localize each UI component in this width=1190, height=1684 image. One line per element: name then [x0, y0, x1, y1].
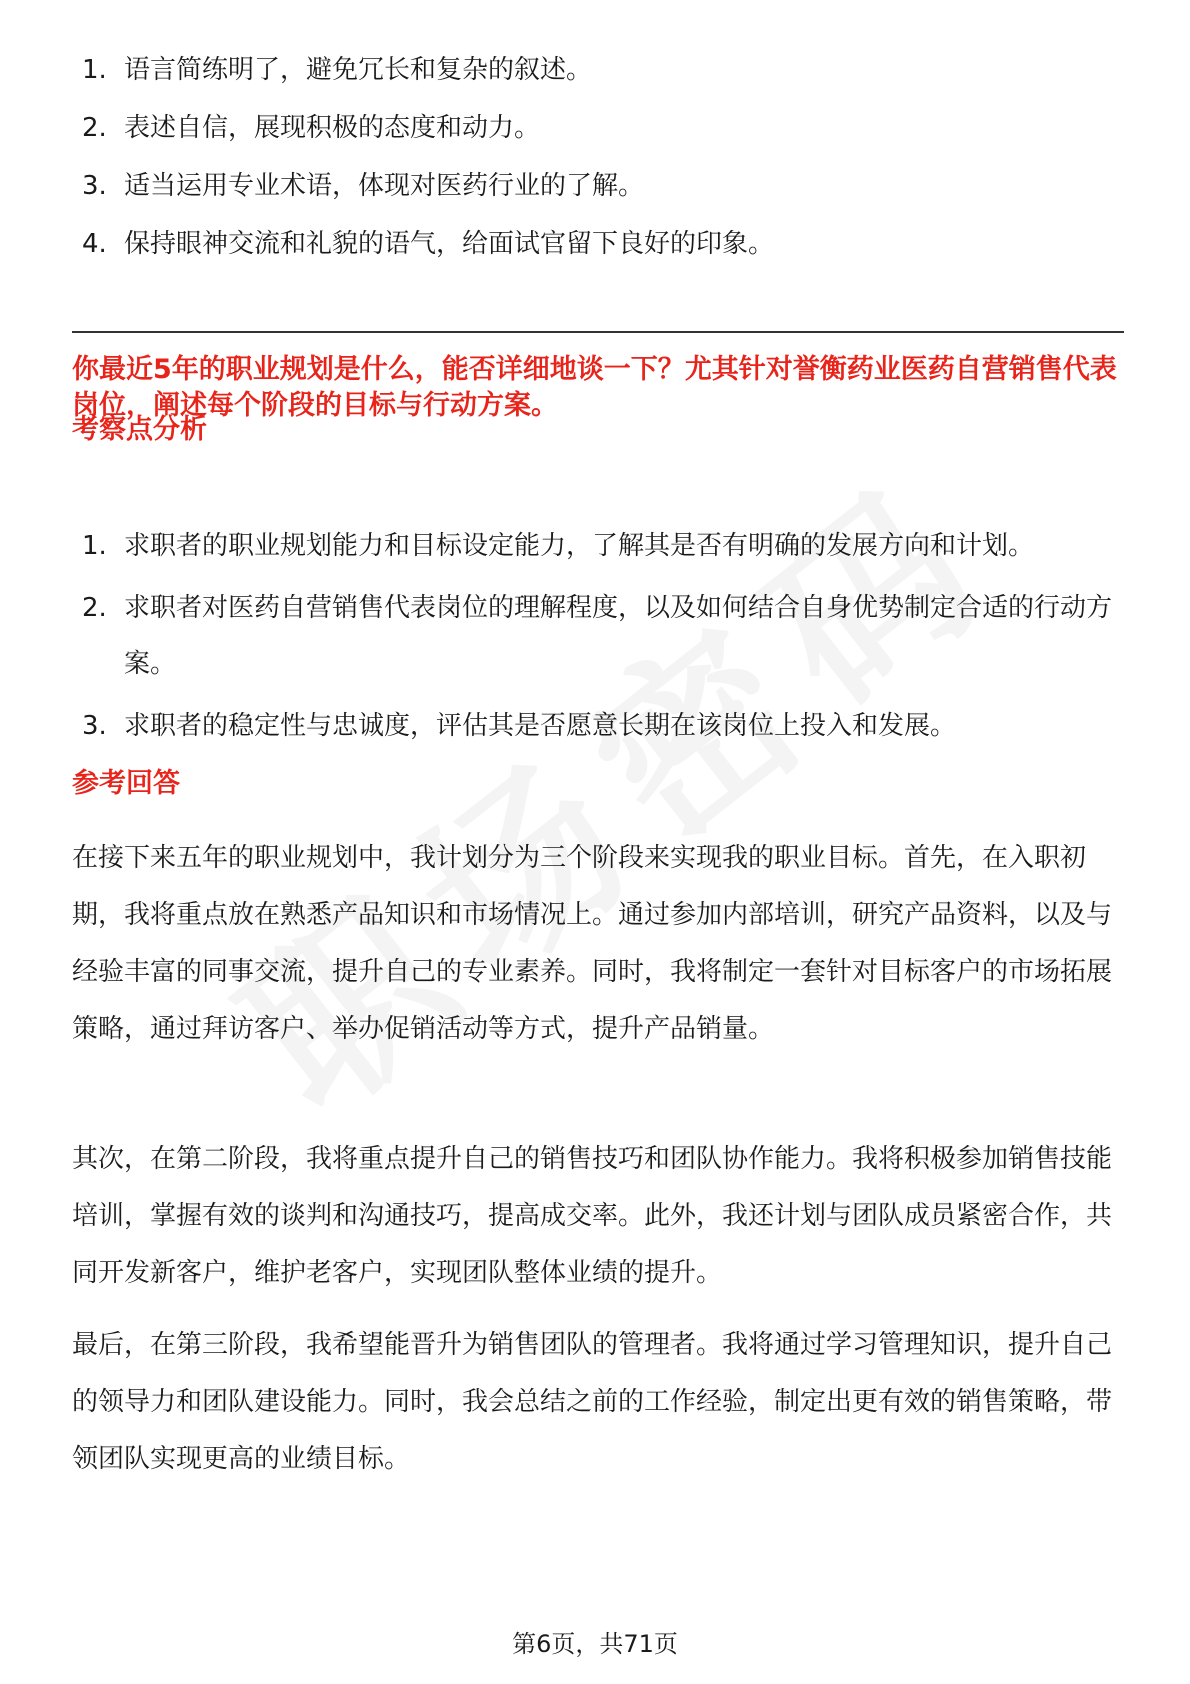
list-text: 保持眼神交流和礼貌的语气，给面试官留下良好的印象。: [124, 229, 775, 259]
analysis-heading: 考察点分析: [72, 414, 207, 445]
answer-heading: 参考回答: [72, 768, 180, 799]
list-text: 表述自信，展现积极的态度和动力。: [124, 113, 541, 143]
answer-paragraph: 在接下来五年的职业规划中，我计划分为三个阶段来实现我的职业目标。首先，在入职初期，我将重点放在熟悉产品知识和市场情况上。通过参加内部培训，研究产品资料，以及与经验丰富的同事交流，提升自己的专业素养。同时，我将制定一套针对目标客户的市场拓展策略，通过拜访客户、举办促销活动等方式，提升产品销量。: [72, 843, 1113, 1044]
answer-paragraph: 其次，在第二阶段，我将重点提升自己的销售技巧和团队协作能力。我将积极参加销售技能培训，掌握有效的谈判和沟通技巧，提高成交率。此外，我还计划与团队成员紧密合作，共同开发新客户，维护老客户，实现团队整体业绩的提升。: [72, 1144, 1113, 1288]
list-text: 求职者对医药自营销售代表岗位的理解程度，以及如何结合自身优势制定合适的行动方案。: [124, 593, 1113, 679]
list-number: 4.: [82, 229, 107, 259]
list-number: 3.: [82, 171, 107, 201]
list-text: 求职者的职业规划能力和目标设定能力，了解其是否有明确的发展方向和计划。: [124, 531, 1035, 561]
list-number: 1.: [82, 55, 107, 85]
list-number: 3.: [82, 711, 107, 741]
list-item: [82, 50, 1122, 108]
list-item: [82, 108, 1122, 166]
list-item: [82, 580, 1122, 692]
tips-list: [82, 50, 1122, 282]
list-item: [82, 698, 1122, 754]
list-number: 1.: [82, 531, 107, 561]
list-text: 求职者的稳定性与忠诚度，评估其是否愿意长期在该岗位上投入和发展。: [124, 711, 957, 741]
list-number: 2.: [82, 113, 107, 143]
list-number: 2.: [82, 593, 107, 623]
interview-question: 你最近5年的职业规划是什么，能否详细地谈一下？尤其针对誉衡药业医药自营销售代表岗位，阐述每个阶段的目标与行动方案。: [72, 354, 1117, 421]
page-number: 第6页，共71页: [512, 1630, 678, 1658]
analysis-list: [82, 518, 1122, 760]
list-item: [82, 166, 1122, 224]
list-item: [82, 224, 1122, 282]
section-divider: [72, 331, 1124, 333]
list-item: [82, 518, 1122, 574]
answer-paragraph: 最后，在第三阶段，我希望能晋升为销售团队的管理者。我将通过学习管理知识，提升自己的领导力和团队建设能力。同时，我会总结之前的工作经验，制定出更有效的销售策略，带领团队实现更高的业绩目标。: [72, 1330, 1113, 1474]
list-text: 适当运用专业术语，体现对医药行业的了解。: [124, 171, 645, 201]
list-text: 语言简练明了，避免冗长和复杂的叙述。: [124, 55, 593, 85]
